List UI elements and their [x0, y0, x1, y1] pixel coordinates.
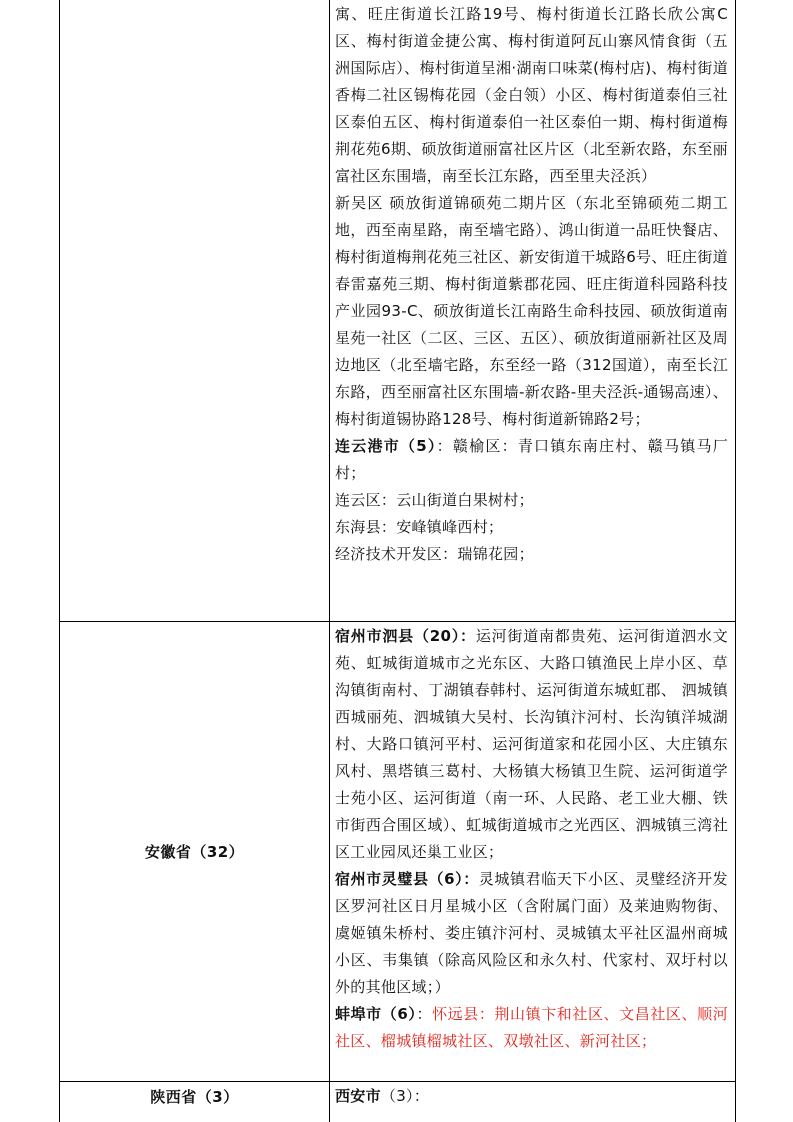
row-divider-1	[59, 621, 736, 622]
lianyun-district-paragraph: 连云区：云山街道白果树村；	[335, 491, 534, 509]
lianyungang-text: ：赣榆区：青口镇东南庄村、赣马镇马厂村；	[335, 437, 728, 482]
jingji-paragraph: 经济技术开发区：瑞锦花园；	[335, 545, 534, 563]
sixian-heading: 宿州市泗县（20）：	[335, 627, 476, 645]
bengbu-heading: 蚌埠市（6）	[335, 1005, 417, 1023]
bengbu-red-text: 怀远县：荆山镇卞和社区、文昌社区、顺河社区、榴城镇榴城社区、双墩社区、新河社区；	[335, 1005, 728, 1050]
xian-heading: 西安市	[335, 1087, 381, 1105]
province-shaanxi: 陕西省（3）	[150, 1088, 239, 1106]
sixian-paragraph	[335, 623, 728, 866]
lianyungang-heading: 连云港市（5）	[335, 437, 437, 455]
lingbi-heading: 宿州市灵璧县（6）：	[335, 870, 479, 888]
bengbu-paragraph	[335, 1001, 728, 1055]
xian-text: （3）：	[380, 1087, 430, 1105]
wuxi-paragraph-1: 寓、旺庄街道长江路19号、梅村街道长江路长欣公寓C区、梅村街道金捷公寓、梅村街道阿瓦山寨风情食街（五洲国际店）、梅村街道呈湘·湖南口味菜(梅村店)、梅村街道香梅二社区锡梅花园（金白领）小区、梅村街道泰伯三社区泰伯五区、梅村街道泰伯一社区泰伯一期、梅村街道梅荆花苑6期、硕放街道丽富社区片区（北至新农路，东至丽富社区东围墙，南至长江东路，西至里夫泾浜）	[335, 5, 728, 185]
row-divider-2	[59, 1081, 736, 1082]
sixian-text: 运河街道南都贵苑、运河街道泗水文苑、虹城街道城市之光东区、大路口镇渔民上岸小区、草沟镇街南村、丁湖镇春韩村、运河街道东城虹郡、 泗城镇西城丽苑、泗城镇大吴村、长沟镇汴河村、长沟镇洋城湖村、大路口镇河平村、运河街道家和花园小区、大庄镇东风村、黑塔镇三葛村、大杨镇大杨镇卫生院、运河街道学士苑小区、运河街道（南一环、人民路、老工业大棚、铁市街西合围区域）、虹城街道城市之光西区、泗城镇三湾社区工业园凤还巢工业区；	[335, 627, 728, 861]
bengbu-colon: ：	[416, 1005, 433, 1023]
column-divider	[329, 0, 330, 1122]
province-anhui: 安徽省（32）	[144, 843, 245, 861]
lingbi-paragraph	[335, 866, 728, 1001]
lingbi-text: 灵城镇君临天下小区、灵璧经济开发区罗河社区日月星城小区（含附属门面）及莱迪购物街、虞姬镇朱桥村、娄庄镇汴河村、灵城镇太平社区温州商城小区、韦集镇（除高风险区和永久村、代家村、双圩村以外的其他区域；）	[335, 870, 728, 996]
xian-paragraph	[335, 1083, 728, 1110]
lianyungang-paragraph	[335, 433, 728, 487]
donghai-paragraph: 东海县：安峰镇峰西村；	[335, 518, 504, 536]
table-border-right	[735, 0, 736, 1122]
shaanxi-content-cell	[335, 1083, 728, 1110]
wuxi-paragraph-2: 新吴区 硕放街道锦硕苑二期片区（东北至锦硕苑二期工地，西至南星路，南至墙宅路）、鸿山街道一品旺快餐店、梅村街道梅荆花苑三社区、新安街道干城路6号、旺庄街道春雷嘉苑三期、梅村街道紫郡花园、旺庄街道科园路科技产业园93-C、硕放街道长江南路生命科技园、硕放街道南星苑一社区（二区、三区、五区）、硕放街道丽新社区及周边地区（北至墙宅路，东至经一路（312国道），南至长江东路，西至丽富社区东围墙-新农路-里夫泾浜-通锡高速）、梅村街道锡协路128号、梅村街道新锦路2号；	[335, 194, 728, 428]
anhui-content-cell	[335, 623, 728, 1055]
jiangsu-content-cell	[335, 1, 728, 568]
table-border-left	[59, 0, 60, 1122]
